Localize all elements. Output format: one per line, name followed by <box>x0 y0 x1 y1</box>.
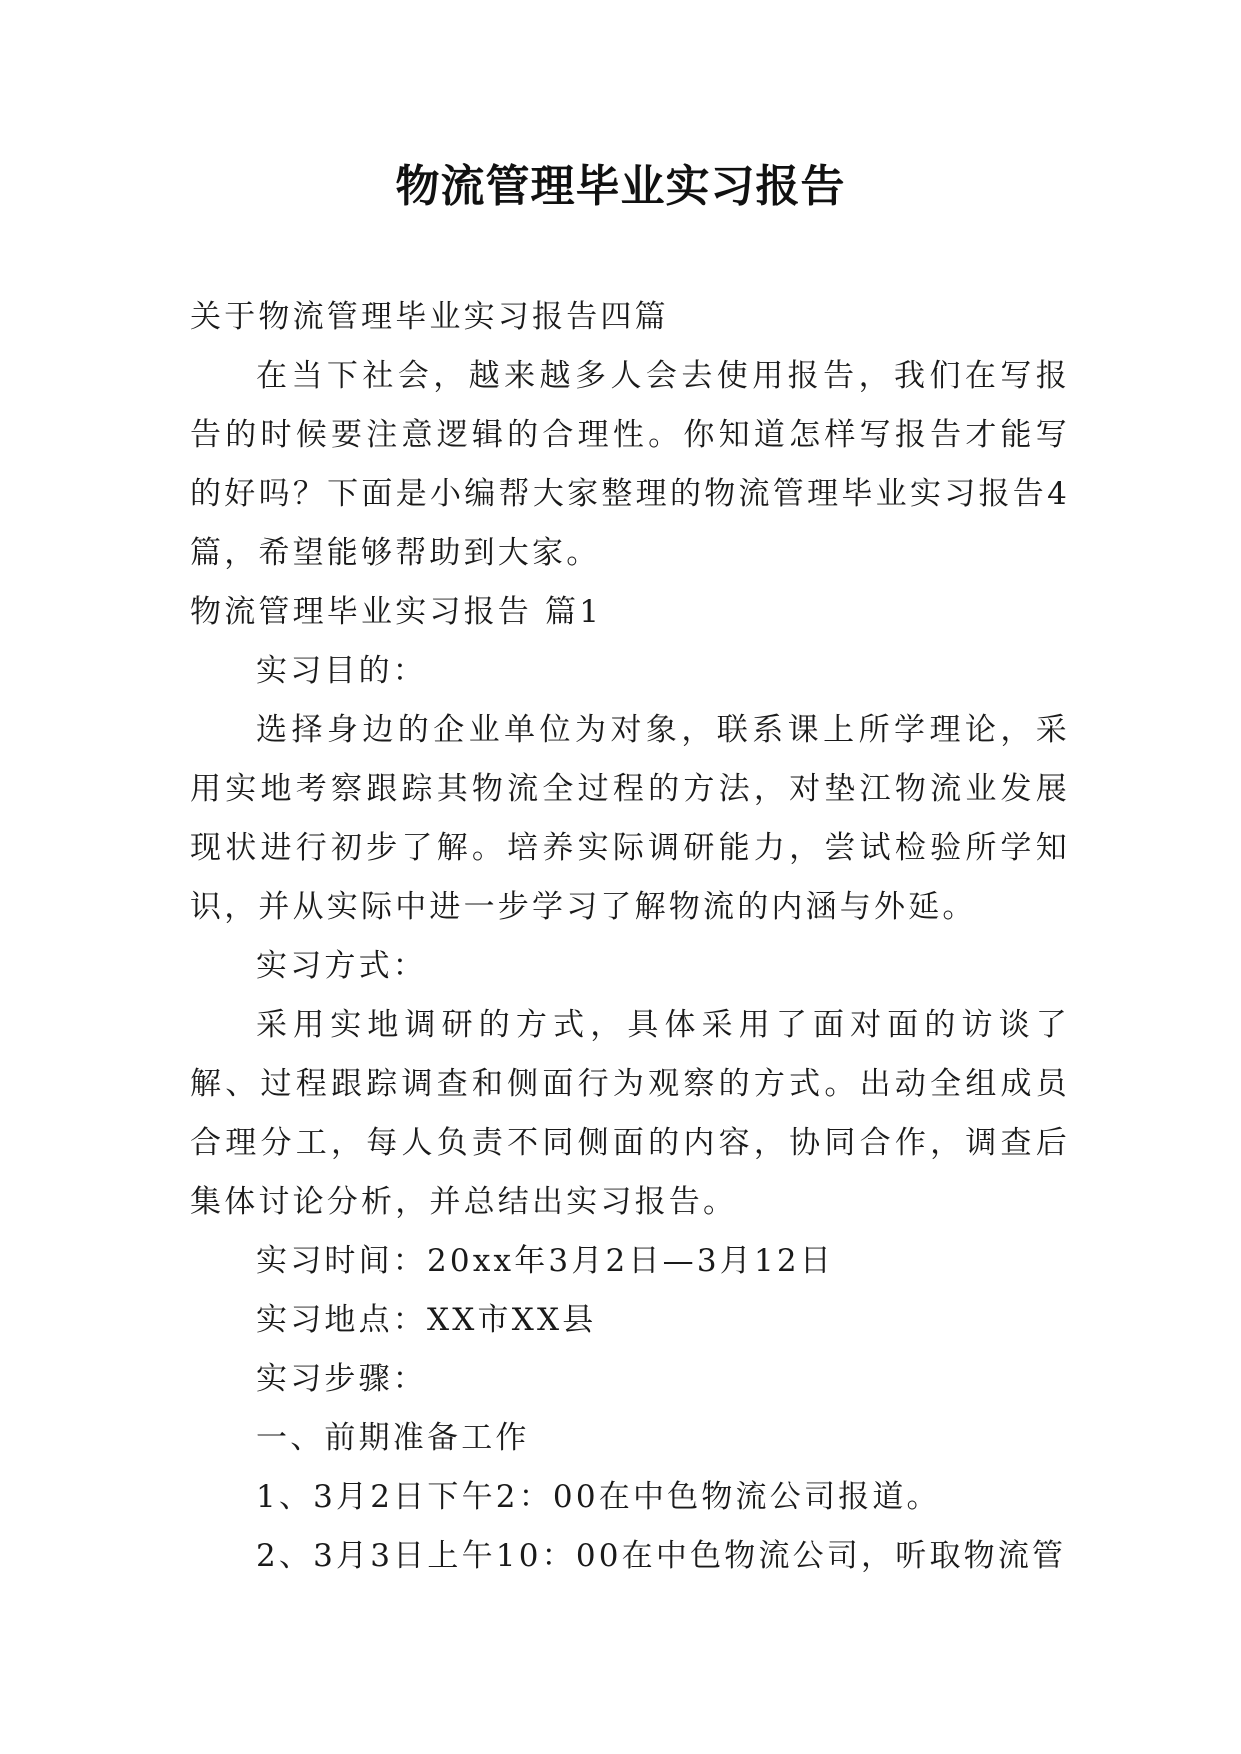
place-line: 实习地点：XX市XX县 <box>256 1302 597 1338</box>
document-subtitle: 关于物流管理毕业实习报告四篇 <box>190 299 669 335</box>
section-heading: 物流管理毕业实习报告 篇1 <box>190 594 603 630</box>
document-title: 物流管理毕业实习报告 <box>395 161 846 212</box>
method-label: 实习方式： <box>256 948 427 984</box>
step-heading: 一、前期准备工作 <box>256 1420 530 1456</box>
time-line: 实习时间：20xx年3月2日—3月12日 <box>256 1243 835 1279</box>
steps-label: 实习步骤： <box>256 1361 427 1397</box>
step-item-2: 2、3月3日上午10：00在中色物流公司，听取物流管 <box>256 1538 1067 1574</box>
intro-paragraph: 在当下社会，越来越多人会去使用报告，我们在写报告的时候要注意逻辑的合理性。你知道怎样写报告才能写的好吗？下面是小编帮大家整理的物流管理毕业实习报告4篇，希望能够帮助到大家。 <box>190 358 1070 571</box>
purpose-label: 实习目的： <box>256 653 427 689</box>
purpose-paragraph: 选择身边的企业单位为对象，联系课上所学理论，采用实地考察跟踪其物流全过程的方法，对垫江物流业发展现状进行初步了解。培养实际调研能力，尝试检验所学知识，并从实际中进一步学习了解物流的内涵与外延。 <box>190 712 1070 925</box>
step-item-1: 1、3月2日下午2：00在中色物流公司报道。 <box>256 1479 941 1515</box>
method-paragraph: 采用实地调研的方式，具体采用了面对面的访谈了解、过程跟踪调查和侧面行为观察的方式。出动全组成员合理分工，每人负责不同侧面的内容，协同合作，调查后集体讨论分析，并总结出实习报告。 <box>190 1007 1070 1220</box>
document-body <box>190 288 1070 1586</box>
